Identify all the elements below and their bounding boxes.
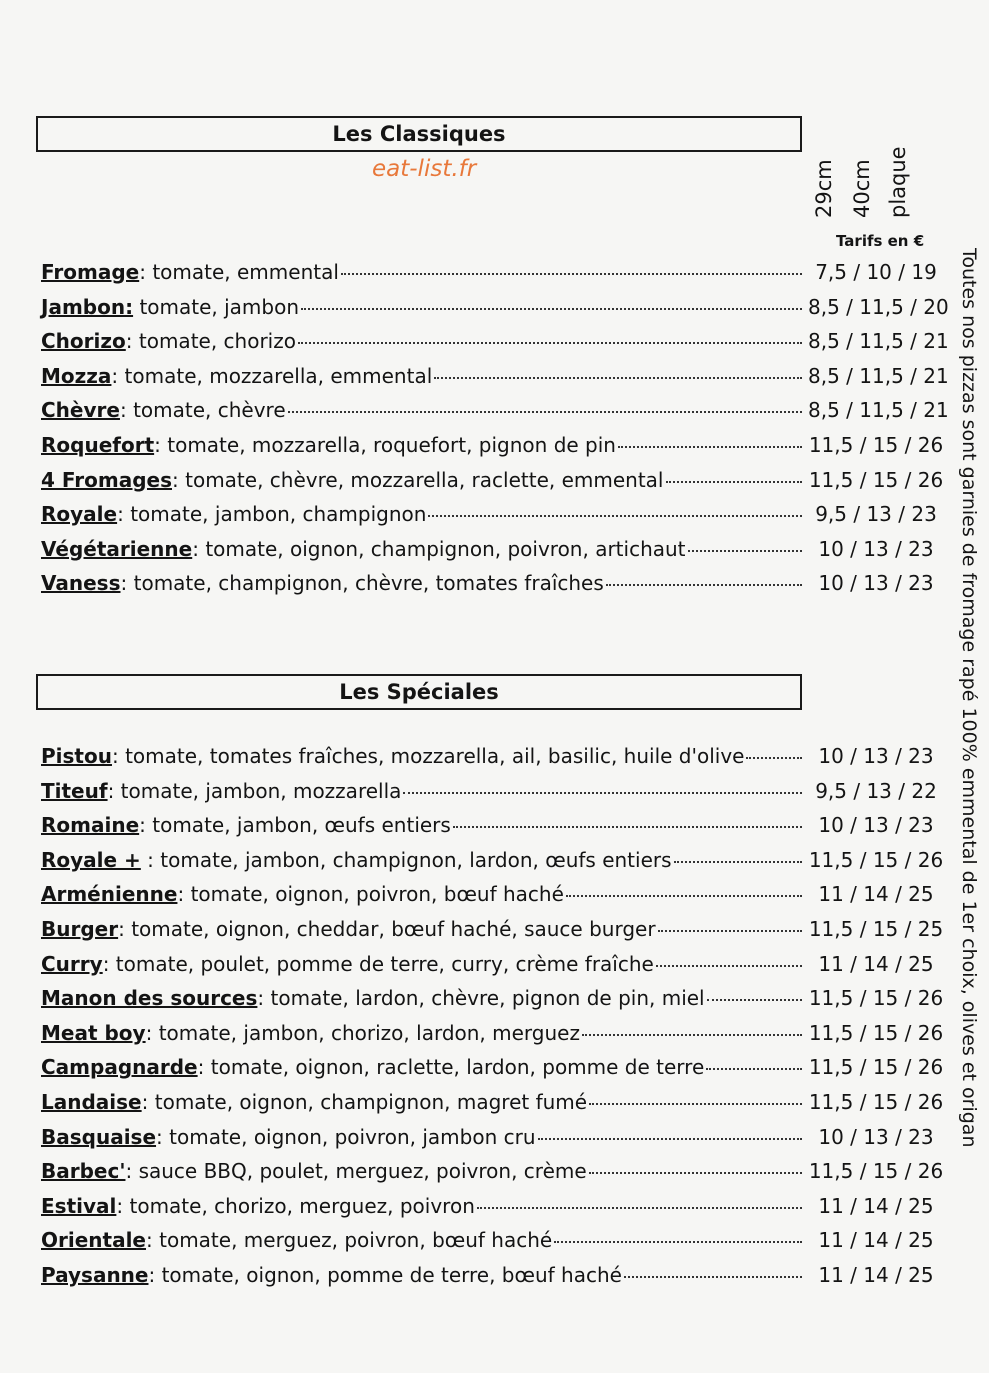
pizza-ingredients: tomate, jambon bbox=[139, 294, 300, 319]
pizza-price: 10 / 13 / 23 bbox=[818, 1124, 934, 1149]
menu-item bbox=[41, 1090, 944, 1125]
pizza-price: 11,5 / 15 / 26 bbox=[808, 847, 944, 872]
pizza-price: 7,5 / 10 / 19 bbox=[815, 260, 937, 284]
pizza-name: Titeuf bbox=[41, 778, 108, 803]
pizza-ingredients: tomate, chèvre bbox=[133, 398, 286, 423]
separator: : bbox=[257, 986, 271, 1011]
pizza-price: 8,5 / 11,5 / 21 bbox=[808, 329, 949, 354]
menu-item bbox=[41, 1194, 944, 1229]
column-header-40cm: 40cm bbox=[850, 159, 874, 218]
column-header-plaque: plaque bbox=[886, 146, 910, 218]
pizza-name: Royale bbox=[41, 502, 118, 527]
separator: : bbox=[107, 778, 121, 803]
menu-item bbox=[41, 882, 944, 917]
pizza-name: Estival bbox=[41, 1193, 117, 1218]
pizza-price: 11 / 14 / 25 bbox=[818, 882, 934, 907]
pizza-price: 10 / 13 / 23 bbox=[818, 744, 934, 768]
dot-leader bbox=[706, 1068, 802, 1070]
menu-item bbox=[41, 1055, 944, 1090]
dot-leader bbox=[538, 1138, 803, 1140]
menu-item bbox=[41, 294, 949, 330]
menu-item bbox=[41, 1159, 944, 1194]
dot-leader bbox=[477, 1207, 802, 1209]
section-header-classiques: Les Classiques bbox=[36, 116, 802, 152]
pizza-ingredients: tomate, oignon, champignon, poivron, artichaut bbox=[205, 536, 686, 561]
menu-item bbox=[41, 398, 949, 433]
separator: : bbox=[120, 571, 134, 596]
pizza-ingredients: tomate, chorizo bbox=[138, 329, 296, 354]
menu-item bbox=[41, 952, 944, 987]
menu-item bbox=[41, 363, 949, 399]
pizza-name: Orientale bbox=[41, 1228, 146, 1253]
dot-leader bbox=[428, 515, 802, 517]
pizza-name: Burger bbox=[41, 916, 119, 941]
pizza-ingredients: tomate, emmental bbox=[152, 260, 339, 284]
separator: : bbox=[172, 467, 186, 492]
pizza-name: Chorizo bbox=[41, 329, 126, 354]
pizza-price: 8,5 / 11,5 / 21 bbox=[808, 363, 949, 388]
dot-leader bbox=[453, 826, 802, 828]
menu-list-classiques bbox=[41, 260, 949, 606]
separator: : bbox=[139, 260, 153, 284]
menu-item bbox=[41, 744, 944, 779]
separator: : bbox=[145, 1020, 159, 1045]
pizza-price: 10 / 13 / 23 bbox=[818, 571, 934, 596]
menu-item bbox=[41, 537, 944, 572]
pizza-ingredients: tomate, mozzarella, emmental bbox=[124, 363, 433, 388]
pizza-name: Mozza bbox=[41, 363, 112, 388]
pizza-name: Campagnarde bbox=[41, 1055, 198, 1080]
menu-item bbox=[41, 1125, 944, 1160]
pizza-ingredients: tomate, oignon, champignon, magret fumé bbox=[154, 1089, 588, 1114]
side-note: Toutes nos pizzas sont garnies de fromage rapé 100% emmental de 1er choix, olives et origan bbox=[958, 248, 980, 1148]
pizza-name: Paysanne bbox=[41, 1262, 149, 1287]
pizza-ingredients: tomate, tomates fraîches, mozzarella, ail, basilic, huile d'olive bbox=[125, 744, 745, 768]
pizza-name: Vaness bbox=[41, 571, 121, 596]
pizza-name: Arménienne bbox=[41, 882, 178, 907]
separator: : bbox=[192, 536, 206, 561]
pizza-price: 8,5 / 11,5 / 20 bbox=[808, 294, 949, 319]
pizza-ingredients: tomate, chèvre, mozzarella, raclette, emmental bbox=[185, 467, 664, 492]
dot-leader bbox=[688, 550, 802, 552]
separator: : bbox=[140, 847, 161, 872]
dot-leader bbox=[582, 1034, 802, 1036]
pizza-price: 11,5 / 15 / 26 bbox=[808, 1020, 944, 1045]
pizza-name: Fromage bbox=[41, 260, 140, 284]
pizza-price: 11,5 / 15 / 26 bbox=[808, 1159, 944, 1184]
pizza-price: 11,5 / 15 / 26 bbox=[808, 467, 944, 492]
separator: : bbox=[111, 744, 126, 768]
pizza-name: Chèvre bbox=[41, 398, 120, 423]
separator: : bbox=[146, 1228, 160, 1253]
pizza-price: 11,5 / 15 / 26 bbox=[808, 1089, 944, 1114]
pizza-price: 11,5 / 15 / 26 bbox=[808, 986, 944, 1011]
dot-leader bbox=[589, 1172, 802, 1174]
dot-leader bbox=[606, 584, 802, 586]
pizza-price: 11,5 / 15 / 26 bbox=[808, 1055, 944, 1080]
menu-item bbox=[41, 986, 944, 1021]
separator: : bbox=[139, 813, 153, 838]
dot-leader bbox=[666, 481, 803, 483]
separator: : bbox=[125, 329, 139, 354]
dot-leader bbox=[674, 861, 802, 863]
menu-item bbox=[41, 813, 944, 848]
pizza-ingredients: tomate, oignon, poivron, bœuf haché bbox=[190, 882, 564, 907]
separator: : bbox=[141, 1089, 155, 1114]
pizza-ingredients: tomate, oignon, cheddar, bœuf haché, sauce burger bbox=[131, 916, 656, 941]
pizza-name: Meat boy bbox=[41, 1020, 146, 1045]
dot-leader bbox=[341, 273, 802, 275]
pizza-ingredients: tomate, mozzarella, roquefort, pignon de pin bbox=[167, 432, 616, 457]
menu-item bbox=[41, 433, 944, 468]
pizza-ingredients: tomate, lardon, chèvre, pignon de pin, miel bbox=[270, 986, 705, 1011]
pizza-price: 11 / 14 / 25 bbox=[818, 1228, 934, 1253]
menu-item bbox=[41, 502, 944, 537]
pizza-ingredients: tomate, oignon, pomme de terre, bœuf haché bbox=[161, 1262, 622, 1287]
separator: : bbox=[154, 432, 168, 457]
column-header-29cm: 29cm bbox=[812, 159, 836, 218]
dot-leader bbox=[624, 1276, 802, 1278]
pizza-price: 9,5 / 13 / 23 bbox=[815, 502, 937, 527]
menu-item bbox=[41, 779, 944, 814]
pizza-ingredients: tomate, oignon, poivron, jambon cru bbox=[169, 1124, 536, 1149]
pizza-name: Jambon: bbox=[41, 294, 134, 319]
pizza-name: Roquefort bbox=[41, 432, 155, 457]
separator: : bbox=[177, 882, 191, 907]
separator: : bbox=[116, 1193, 130, 1218]
separator: : bbox=[148, 1262, 162, 1287]
pizza-price: 11 / 14 / 25 bbox=[818, 1193, 934, 1218]
pizza-ingredients: tomate, jambon, chorizo, lardon, merguez bbox=[158, 1020, 580, 1045]
separator: : bbox=[197, 1055, 211, 1080]
pizza-ingredients: tomate, jambon, œufs entiers bbox=[152, 813, 451, 838]
pizza-price: 9,5 / 13 / 22 bbox=[815, 778, 937, 803]
dot-leader bbox=[288, 411, 802, 413]
separator: : bbox=[119, 398, 134, 423]
pizza-price: 10 / 13 / 23 bbox=[818, 536, 934, 561]
pizza-name: Curry bbox=[41, 951, 103, 976]
pizza-name: 4 Fromages bbox=[41, 467, 172, 492]
menu-item bbox=[41, 848, 944, 883]
pizza-name: Romaine bbox=[41, 813, 140, 838]
separator: : bbox=[125, 1159, 139, 1184]
dot-leader bbox=[658, 930, 802, 932]
pizza-price: 11 / 14 / 25 bbox=[818, 951, 934, 976]
pizza-ingredients: tomate, jambon, champignon, lardon, œufs entiers bbox=[160, 847, 672, 872]
pizza-price: 11 / 14 / 25 bbox=[818, 1262, 934, 1287]
separator: : bbox=[118, 916, 132, 941]
menu-item bbox=[41, 260, 944, 295]
menu-item bbox=[41, 1228, 944, 1263]
menu-item bbox=[41, 1021, 944, 1056]
menu-item bbox=[41, 329, 949, 364]
pizza-ingredients: tomate, poulet, pomme de terre, curry, crème fraîche bbox=[115, 951, 654, 976]
dot-leader bbox=[554, 1241, 802, 1243]
watermark: eat-list.fr bbox=[372, 156, 477, 182]
dot-leader bbox=[589, 1103, 802, 1105]
separator: : bbox=[102, 951, 116, 976]
tarifs-label: Tarifs en € bbox=[836, 232, 925, 250]
pizza-name: Landaise bbox=[41, 1089, 142, 1114]
menu-item bbox=[41, 571, 944, 606]
pizza-price: 8,5 / 11,5 / 21 bbox=[808, 398, 949, 423]
dot-leader bbox=[656, 965, 802, 967]
dot-leader bbox=[566, 895, 802, 897]
separator: : bbox=[117, 502, 131, 527]
pizza-price: 11,5 / 15 / 25 bbox=[808, 916, 944, 941]
dot-leader bbox=[298, 342, 802, 344]
pizza-ingredients: tomate, chorizo, merguez, poivron bbox=[129, 1193, 475, 1218]
pizza-ingredients: tomate, champignon, chèvre, tomates fraîches bbox=[133, 571, 604, 596]
separator: : bbox=[111, 363, 125, 388]
pizza-ingredients: tomate, oignon, raclette, lardon, pomme de terre bbox=[210, 1055, 705, 1080]
pizza-ingredients: tomate, jambon, champignon bbox=[130, 502, 427, 527]
menu-item bbox=[41, 1263, 944, 1298]
pizza-price: 11,5 / 15 / 26 bbox=[808, 432, 944, 457]
pizza-name: Manon des sources bbox=[41, 986, 258, 1011]
pizza-ingredients: tomate, jambon, mozzarella bbox=[120, 778, 402, 803]
pizza-ingredients: tomate, merguez, poivron, bœuf haché bbox=[159, 1228, 553, 1253]
menu-list-speciales bbox=[41, 744, 944, 1298]
pizza-name: Barbec' bbox=[41, 1159, 126, 1184]
pizza-name: Royale + bbox=[41, 847, 141, 872]
menu-item bbox=[41, 917, 944, 952]
pizza-name: Basquaise bbox=[41, 1124, 157, 1149]
dot-leader bbox=[707, 999, 802, 1001]
pizza-name: Végétarienne bbox=[41, 536, 193, 561]
dot-leader bbox=[403, 792, 802, 794]
pizza-price: 10 / 13 / 23 bbox=[818, 813, 934, 838]
dot-leader bbox=[434, 377, 802, 379]
section-header-speciales: Les Spéciales bbox=[36, 674, 802, 710]
dot-leader bbox=[618, 446, 802, 448]
pizza-ingredients: sauce BBQ, poulet, merguez, poivron, crème bbox=[138, 1159, 587, 1184]
dot-leader bbox=[301, 308, 802, 310]
pizza-name: Pistou bbox=[41, 744, 112, 768]
separator: : bbox=[156, 1124, 170, 1149]
dot-leader bbox=[746, 757, 802, 759]
menu-item bbox=[41, 468, 944, 503]
